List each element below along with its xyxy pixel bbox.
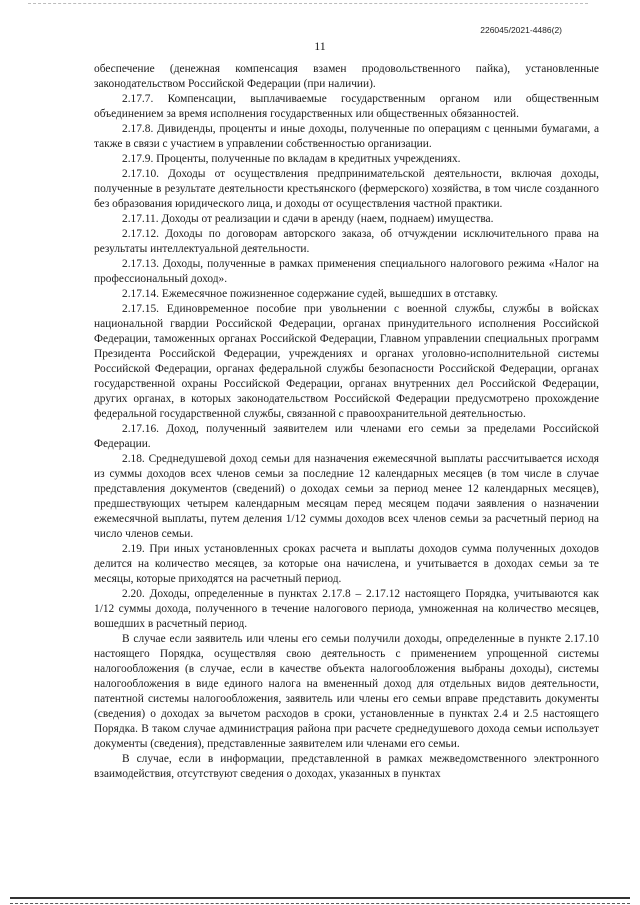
paragraph: 2.17.9. Проценты, полученные по вкладам в кредитных учреждениях.	[122, 153, 461, 165]
paragraph: В случае, если в информации, представленной в рамках межведомственного электронного взаимодействия, отсутствуют сведения о доходах, указанных в пунктах	[94, 753, 599, 780]
document-body	[94, 62, 599, 782]
paragraph: 2.17.10. Доходы от осуществления предпринимательской деятельности, включая доходы, полученные в результате деятельности крестьянского (фермерского) хозяйства, в том числе созданного без образования юридического лица, и доходы от осуществления частной практики.	[94, 168, 599, 210]
paragraph: 2.17.7. Компенсации, выплачиваемые государственным органом или общественным объединением за время исполнения государственных или общественных обязанностей.	[94, 93, 599, 120]
paragraph: 2.17.16. Доход, полученный заявителем или членами его семьи за пределами Российской Федерации.	[94, 423, 599, 450]
paragraph: 2.17.12. Доходы по договорам авторского заказа, об отчуждении исключительного права на результаты интеллектуальной деятельности.	[94, 228, 599, 255]
scan-bottom-edge	[10, 897, 630, 904]
paragraph: 2.17.13. Доходы, полученные в рамках применения специального налогового режима «Налог на профессиональный доход».	[94, 258, 599, 285]
document-id: 226045/2021-4486(2)	[480, 25, 562, 35]
paragraph: 2.17.14. Ежемесячное пожизненное содержание судей, вышедших в отставку.	[122, 288, 498, 300]
paragraph: В случае если заявитель или члены его семьи получили доходы, определенные в пункте 2.17.10 настоящего Порядка, осуществляя свою деятельность с применением упрощенной системы налогообложения (в случае, если в качестве объекта налогообложения выбраны доходы), системы налогообложения в виде единого налога на вмененный доход для отдельных видов деятельности, патентной системы налогообложения, заявитель или члены его семьи вправе представить документы (сведения) о доходах за вычетом расходов в сроки, установленные в пунктах 2.4 и 2.5 настоящего Порядка. В таком случае администрация района при расчете среднедушевого дохода семьи использует документы (сведения), представленные заявителем или членами его семьи.	[94, 633, 599, 750]
paragraph: 2.17.8. Дивиденды, проценты и иные доходы, полученные по операциям с ценными бумагами, а также в связи с участием в управлении собственностью организации.	[94, 123, 599, 150]
paragraph: 2.19. При иных установленных сроках расчета и выплаты доходов сумма полученных доходов делится на количество месяцев, за которые она начислена, и учитывается в доходах семьи за те месяцы, которые приходятся на расчетный период.	[94, 543, 599, 585]
paragraph: 2.17.15. Единовременное пособие при увольнении с военной службы, службы в войсках национальной гвардии Российской Федерации, органах принудительного исполнения Российской Федерации, таможенных органах Российской Федерации, Главном управлении специальных программ Президента Российской Федерации, учреждениях и органах уголовно-исполнительной системы Российской Федерации, органах федеральной службы безопасности Российской Федерации, органах государственной охраны Российской Федерации, органах внутренних дел Российской Федерации, других органах, в которых законодательством Российской Федерации предусмотрено прохождение федеральной государственной службы, связанной с правоохранительной деятельностью.	[94, 303, 599, 420]
paragraph: 2.20. Доходы, определенные в пунктах 2.17.8 – 2.17.12 настоящего Порядка, учитываются как 1/12 суммы дохода, полученного в течение налогового периода, умноженная на количество месяцев, вошедших в расчетный период.	[94, 588, 599, 630]
page-number: 11	[314, 39, 326, 53]
paragraph: 2.17.11. Доходы от реализации и сдачи в аренду (наем, поднаем) имущества.	[122, 213, 494, 225]
paragraph: обеспечение (денежная компенсация взамен продовольственного пайка), установленные законодательством Российской Федерации (при наличии).	[94, 63, 599, 90]
scan-top-edge	[28, 3, 588, 4]
paragraph: 2.18. Среднедушевой доход семьи для назначения ежемесячной выплаты рассчитывается исходя из суммы доходов всех членов семьи за последние 12 календарных месяцев (в том числе в случае представления документов (сведений) о доходах семьи за период менее 12 календарных месяцев), предшествующих четырем календарным месяцам перед месяцем подачи заявления о назначении ежемесячной выплаты, путем деления 1/12 суммы доходов всех членов семьи за расчетный период на число членов семьи.	[94, 453, 599, 540]
